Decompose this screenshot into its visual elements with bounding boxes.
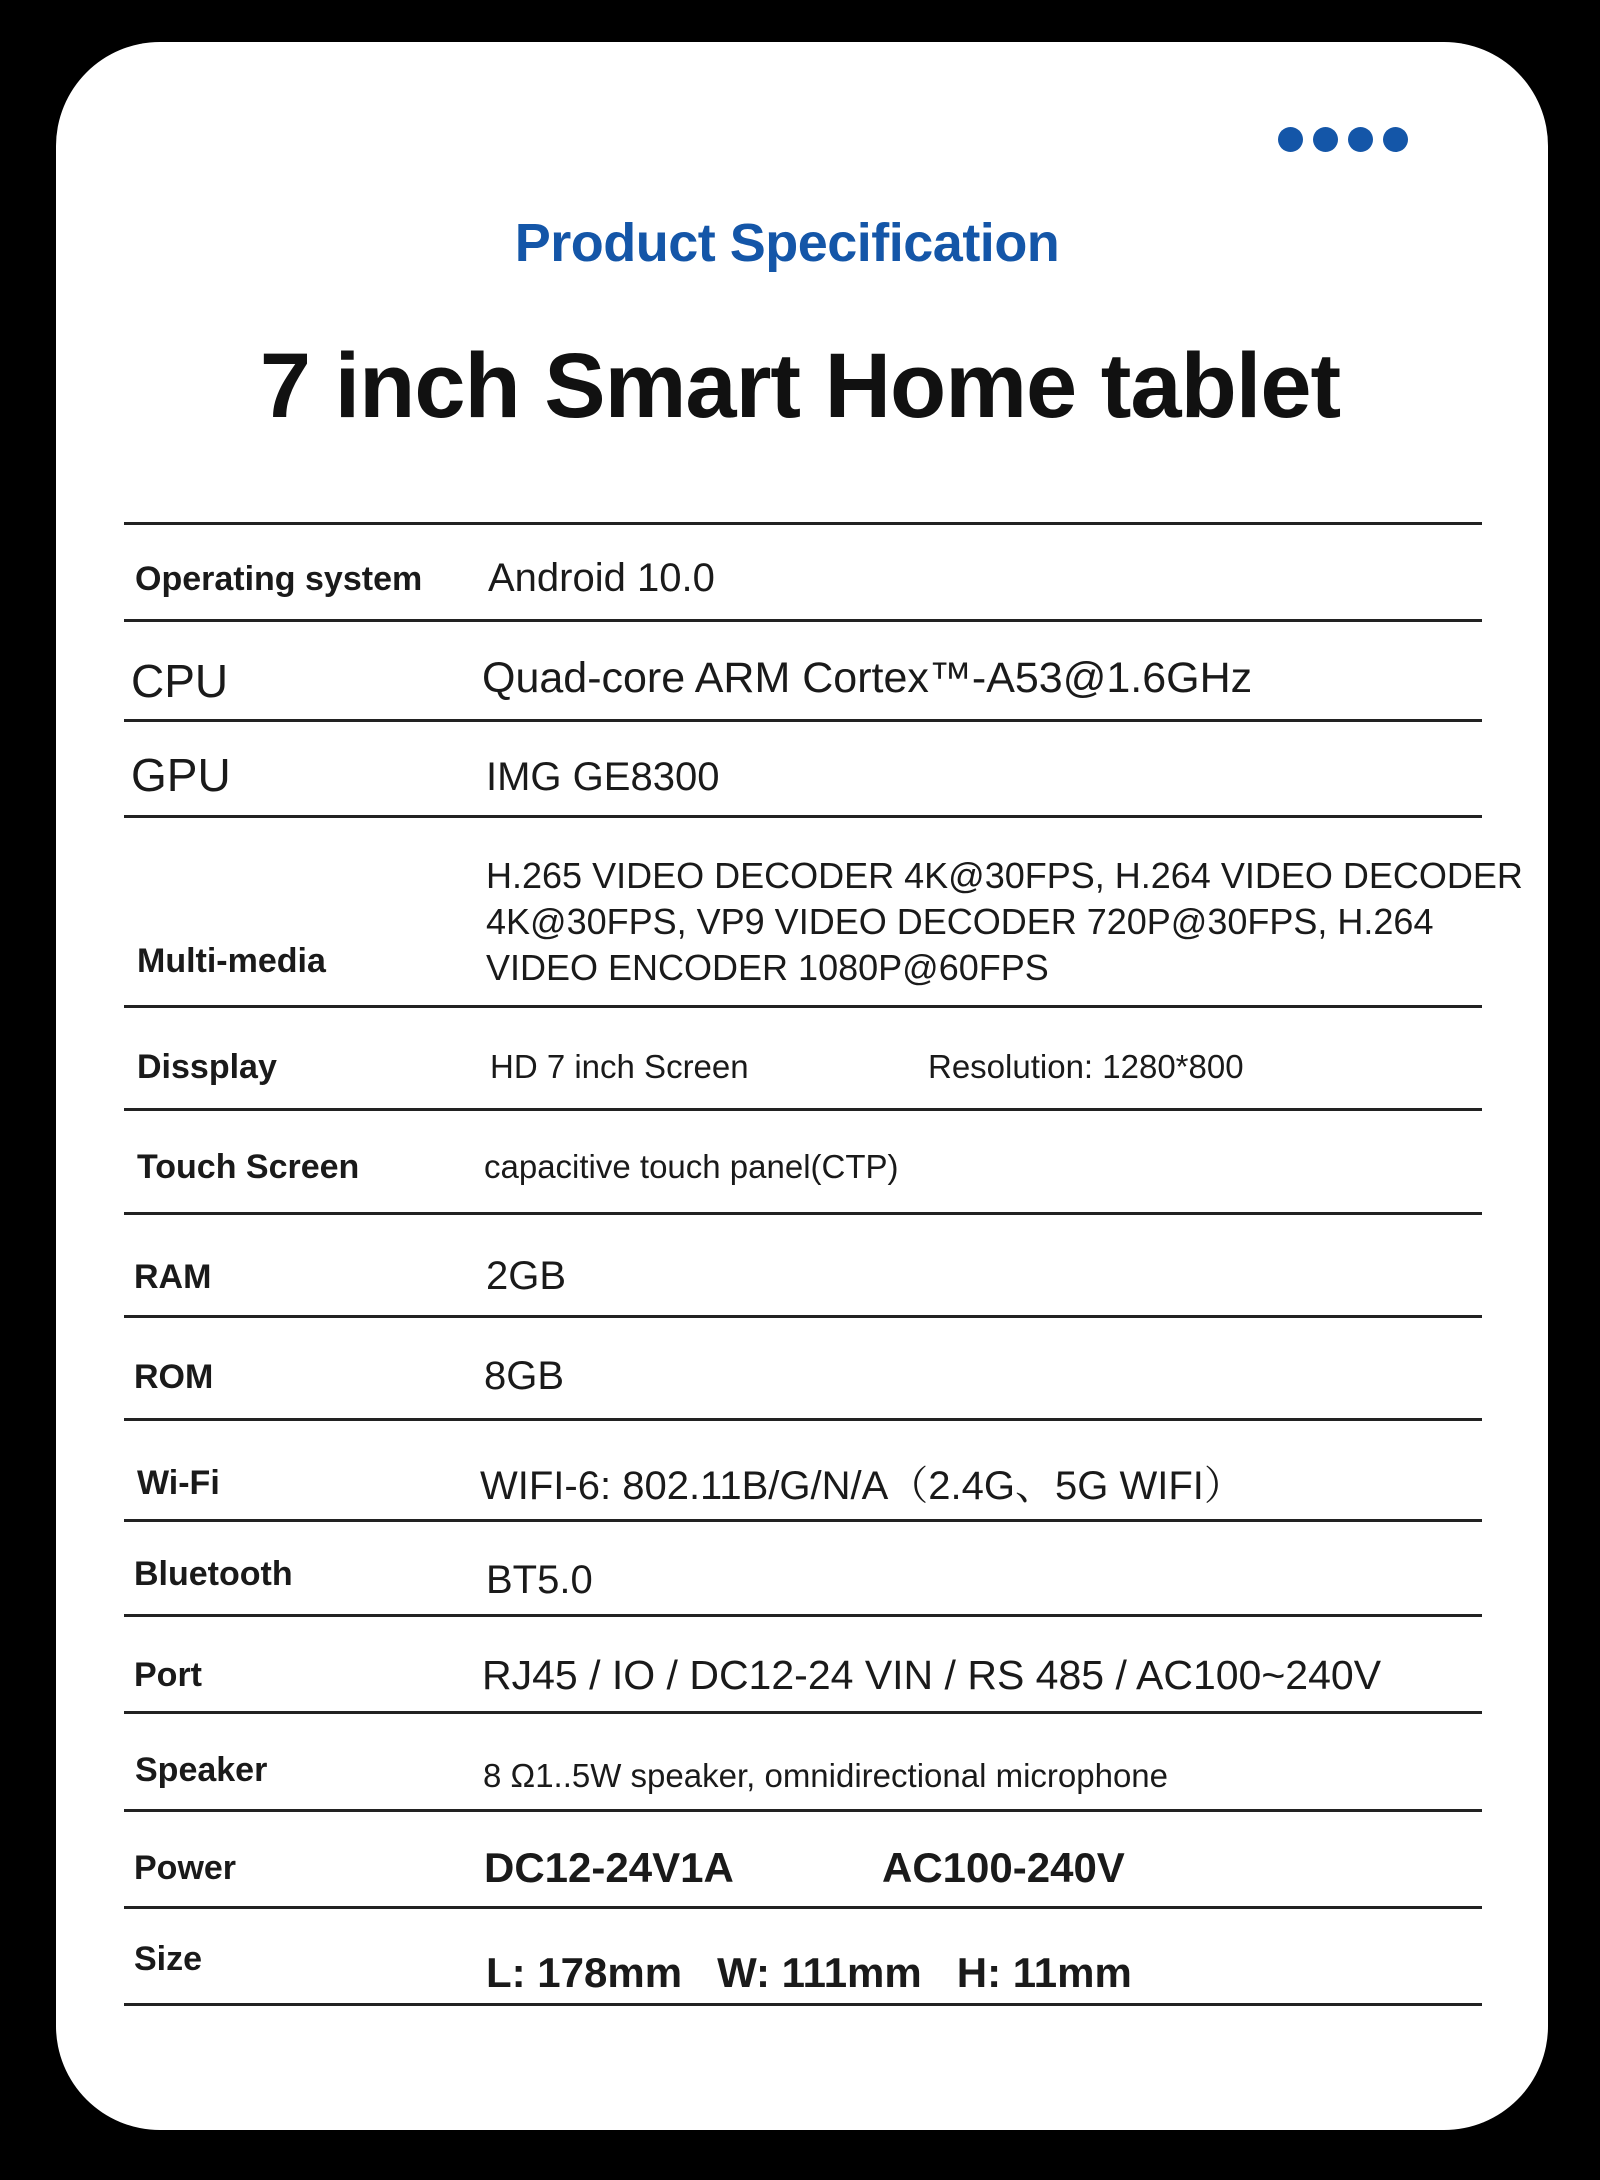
- spec-label-speaker: Speaker: [135, 1751, 268, 1789]
- spec-value-power-dc: DC12-24V1A: [484, 1844, 734, 1891]
- spec-value-speaker: 8 Ω1..5W speaker, omnidirectional microphone: [483, 1757, 1169, 1794]
- spec-value-cpu: Quad-core ARM Cortex™-A53@1.6GHz: [482, 654, 1253, 702]
- spec-label-port: Port: [134, 1656, 202, 1694]
- spec-label-media: Multi-media: [137, 942, 326, 980]
- table-divider: [124, 522, 1482, 525]
- table-divider: [124, 815, 1482, 818]
- spec-value-touch: capacitive touch panel(CTP): [484, 1148, 899, 1185]
- spec-value-rom: 8GB: [484, 1354, 565, 1398]
- table-divider: [124, 1315, 1482, 1318]
- spec-value-display: HD 7 inch Screen: [490, 1048, 749, 1085]
- spec-label-display: Dissplay: [137, 1048, 277, 1086]
- spec-value-wifi: WIFI-6: 802.11B/G/N/A（2.4G、5G WIFI）: [480, 1464, 1244, 1508]
- spec-label-ram: RAM: [134, 1258, 212, 1296]
- spec-label-power: Power: [134, 1849, 237, 1887]
- table-divider: [124, 1212, 1482, 1215]
- table-divider: [124, 719, 1482, 722]
- dot-icon: [1348, 127, 1373, 152]
- spec-value-os: Android 10.0: [488, 556, 715, 600]
- table-divider: [124, 1108, 1482, 1111]
- table-divider: [124, 1711, 1482, 1714]
- dot-icon: [1383, 127, 1408, 152]
- spec-value-size: L: 178mm W: 111mm H: 11mm: [486, 1949, 1132, 1996]
- spec-value-gpu: IMG GE8300: [486, 755, 720, 799]
- table-divider: [124, 1519, 1482, 1522]
- table-divider: [124, 1005, 1482, 1008]
- table-divider: [124, 1809, 1482, 1812]
- spec-value-resolution: Resolution: 1280*800: [928, 1048, 1244, 1085]
- spec-value-media: H.265 VIDEO DECODER 4K@30FPS, H.264 VIDEO DECODER 4K@30FPS, VP9 VIDEO DECODER 720P@30FPS, H.264 VIDEO ENCODER 1080P@60FPS: [486, 855, 1523, 988]
- spec-value-power-ac: AC100-240V: [882, 1844, 1125, 1891]
- section-kicker: Product Specification: [514, 213, 1060, 273]
- table-divider: [124, 1418, 1482, 1421]
- spec-label-size: Size: [134, 1940, 203, 1978]
- dot-icon: [1313, 127, 1338, 152]
- dot-icon: [1278, 127, 1303, 152]
- spec-label-wifi: Wi-Fi: [137, 1464, 220, 1502]
- spec-value-ram: 2GB: [486, 1254, 567, 1298]
- spec-value-bluetooth: BT5.0: [486, 1558, 593, 1602]
- spec-label-os: Operating system: [135, 560, 423, 598]
- table-divider: [124, 1906, 1482, 1909]
- page-title: 7 inch Smart Home tablet: [259, 335, 1341, 437]
- spec-label-gpu: GPU: [131, 749, 231, 801]
- spec-label-touch: Touch Screen: [137, 1148, 360, 1186]
- decorative-dots: [1278, 127, 1408, 152]
- spec-label-bluetooth: Bluetooth: [134, 1555, 293, 1593]
- table-divider: [124, 619, 1482, 622]
- table-divider: [124, 1614, 1482, 1617]
- spec-label-rom: ROM: [134, 1358, 214, 1396]
- table-divider: [124, 2003, 1482, 2006]
- spec-value-port: RJ45 / IO / DC12-24 VIN / RS 485 / AC100~240V: [482, 1652, 1382, 1698]
- spec-label-cpu: CPU: [131, 655, 229, 707]
